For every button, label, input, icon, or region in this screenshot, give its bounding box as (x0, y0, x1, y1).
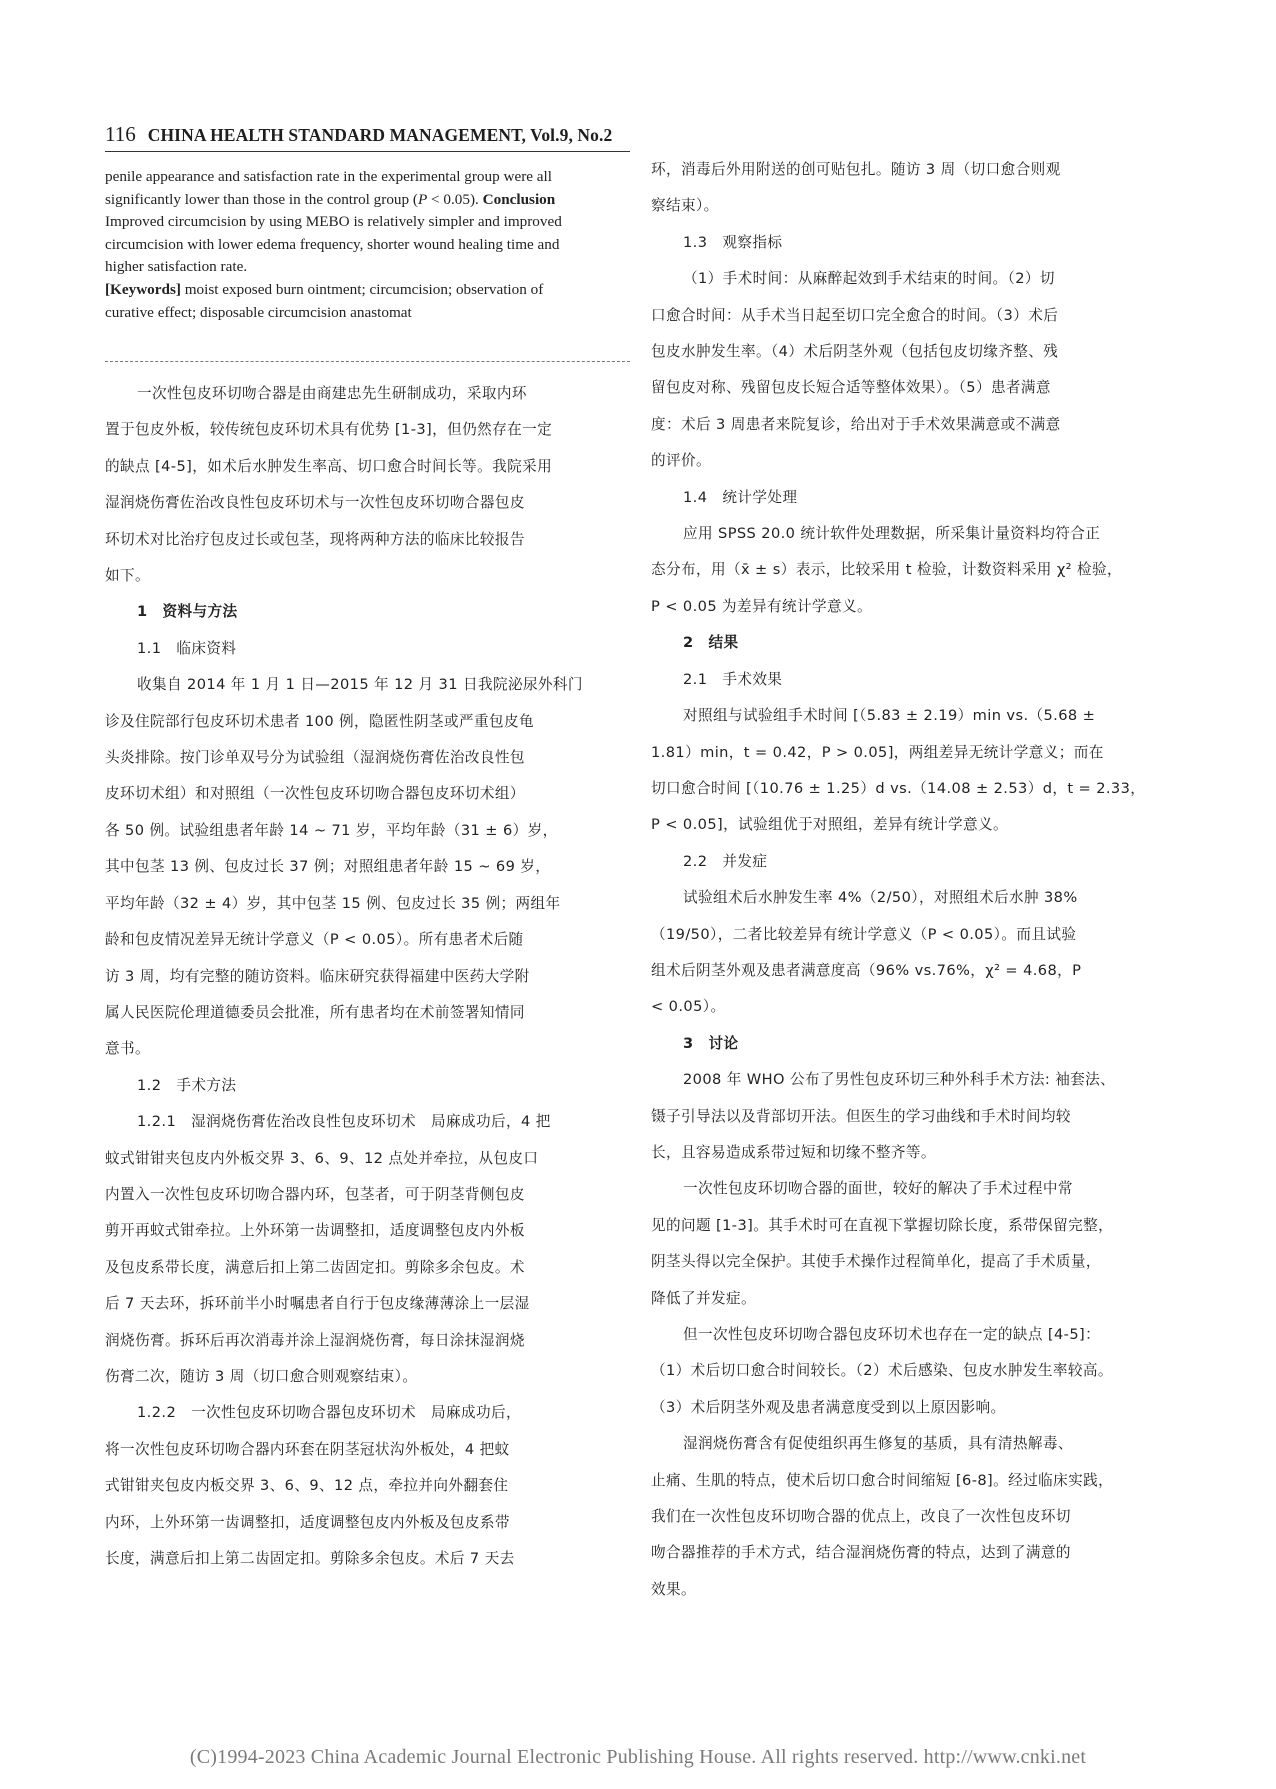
surgery-paragraph-1: 1.2.1 湿润烧伤膏佐治改良性包皮环切术 局麻成功后，4 把 蚊式钳钳夹包皮内外板交界 3、6、9、12 点处并牵拉，从包皮口 内置入一次性包皮环切吻合器内环，包茎者，可于阴茎背侧包皮 剪开再蚊式钳牵拉。上外环第一齿调整扣，适度调整包皮内外板 及包皮系带长度，满意后扣上第二齿固定扣。剪除多余包皮。术 后 7 天去环，拆环前半小时嘱患者自行于包皮缘薄薄涂上一层湿 润烧伤膏。拆环后再次消毒并涂上湿润烧伤膏，每日涂抹湿润烧 伤膏二次，随访 3 周（切口愈合则观察结束）。 (105, 1113, 551, 1385)
subsection-heading-clinical: 1.1 临床资料 (137, 639, 237, 657)
abstract-line: significantly lower than those in the control group (P < 0.05). Conclusion (105, 190, 556, 208)
abstract-line: Improved circumcision by using MEBO is relatively simpler and improved (105, 213, 562, 231)
abstract-line: higher satisfaction rate. (105, 258, 248, 276)
conclusion-label: Conclusion (482, 190, 556, 208)
surgery-paragraph-2: 1.2.2 一次性包皮环切吻合器包皮环切术 局麻成功后， 将一次性包皮环切吻合器内环套在阴茎冠状沟外板处，4 把蚊 式钳钳夹包皮内板交界 3、6、9、12 点，牵拉并向外翻套住 内环，上外环第一齿调整扣，适度调整包皮内外板及包皮系带 长度，满意后扣上第二齿固定扣。剪除多余包皮。术后 7 天去 (105, 1404, 521, 1567)
discussion-paragraph-4: 湿润烧伤膏含有促使组织再生修复的基质，具有清热解毒、 止痛、生肌的特点，使术后切口愈合时间缩短 [6-8]。经过临床实践， 我们在一次性包皮环切吻合器的优点上，改良了一次性包皮环切 吻合器推荐的手术方式，结合湿润烧伤膏的特点，达到了满意的 效果。 (651, 1435, 1114, 1598)
english-abstract (105, 166, 630, 324)
discussion-paragraph-3: 但一次性包皮环切吻合器包皮环切术也存在一定的缺点 [4-5]： （1）术后切口愈合时间较长。（2）术后感染、包皮水肿发生率较高。 （3）术后阴茎外观及患者满意度受到以上原因影响。 (651, 1326, 1113, 1416)
keywords-line: curative effect; disposable circumcision anastomat (105, 303, 412, 321)
header-rule (105, 151, 630, 152)
journal-title: CHINA HEALTH STANDARD MANAGEMENT, Vol.9, No.2 (147, 125, 613, 145)
keywords-line: [Keywords] moist exposed burn ointment; circumcision; observation of (105, 280, 544, 298)
discussion-paragraph-1: 2008 年 WHO 公布了男性包皮环切三种外科手术方法: 袖套法、 镊子引导法以及背部切开法。但医生的学习曲线和手术时间均较 长，且容易造成系带过短和切缘不整齐等。 (651, 1071, 1116, 1161)
keywords-label: [Keywords] (105, 280, 181, 298)
effect-paragraph: 对照组与试验组手术时间 [（5.83 ± 2.19）min vs.（5.68 ± 1.81）min，t = 0.42，P > 0.05]，两组差异无统计学意义；而在 切口愈合时间 [（10.76 ± 1.25）d vs.（14.08 ± 2.53）d，t = 2.33， P < 0.05]，试验组优于对照组，差异有统计学意义。 (651, 707, 1146, 834)
statistics-paragraph: 应用 SPSS 20.0 统计软件处理数据，所采集计量资料均符合正 态分布，用（x̄ ± s）表示，比较采用 t 检验，计数资料采用 χ² 检验， P < 0.05 为差异有统计学意义。 (651, 525, 1122, 615)
left-column (105, 166, 630, 324)
right-column (651, 152, 1174, 1608)
subsection-heading-surgery: 1.2 手术方法 (137, 1076, 237, 1094)
running-header (105, 122, 630, 148)
subsection-heading-observation: 1.3 观察指标 (683, 233, 783, 251)
section-heading-methods: 1 资料与方法 (137, 603, 238, 621)
clinical-paragraph: 收集自 2014 年 1 月 1 日—2015 年 12 月 31 日我院泌尿外科门 诊及住院部行包皮环切术患者 100 例，隐匿性阴茎或严重包皮龟 头炎排除。按门诊单双号分为试验组（湿润烧伤膏佐治改良性包 皮环切术组）和对照组（一次性包皮环切吻合器包皮环切术组） 各 50 例。试验组患者年龄 14 ~ 71 岁，平均年龄（31 ± 6）岁， 其中包茎 13 例、包皮过长 37 例；对照组患者年龄 15 ~ 69 岁， 平均年龄（32 ± 4）岁，其中包茎 15 例、包皮过长 35 例；两组年 龄和包皮情况差异无统计学意义（P < 0.05）。所有患者术后随 访 3 周，均有完整的随访资料。临床研究获得福建中医药大学附 属人民医院伦理道德委员会批准，所有患者均在术前签署知情同 意书。 (105, 676, 583, 1058)
section-heading-discussion: 3 讨论 (683, 1034, 739, 1052)
abstract-line: penile appearance and satisfaction rate in the experimental group were all (105, 168, 552, 185)
left-body (105, 376, 630, 1577)
copyright-footer: (C)1994-2023 China Academic Journal Electronic Publishing House. All rights reserved. http://www.cnki.net (189, 1746, 1087, 1768)
subsection-heading-complications: 2.2 并发症 (683, 852, 768, 870)
abstract-separator (105, 361, 630, 362)
page-number: 116 (105, 122, 136, 146)
abstract-line: circumcision with lower edema frequency, shorter wound healing time and (105, 235, 560, 253)
observation-paragraph: （1）手术时间：从麻醉起效到手术结束的时间。（2）切 口愈合时间：从手术当日起至切口完全愈合的时间。（3）术后 包皮水肿发生率。（4）术后阴茎外观（包括包皮切缘齐整、残 留包皮对称、残留包皮长短合适等整体效果）。（5）患者满意 度：术后 3 周患者来院复诊，给出对于手术效果满意或不满意 的评价。 (651, 270, 1061, 470)
intro-paragraph: 一次性包皮环切吻合器是由商建忠先生研制成功，采取内环 置于包皮外板，较传统包皮环切术具有优势 [1-3]，但仍然存在一定 的缺点 [4-5]，如术后水肿发生率高、切口愈合时间长等。我院采用 湿润烧伤膏佐治改良性包皮环切术与一次性包皮环切吻合器包皮 环切术对比治疗包皮过长或包茎，现将两种方法的临床比较报告 如下。 (105, 385, 553, 585)
continued-paragraph: 环，消毒后外用附送的创可贴包扎。随访 3 周（切口愈合则观 察结束）。 (651, 161, 1061, 215)
subsection-heading-effect: 2.1 手术效果 (683, 670, 783, 688)
complications-paragraph: 试验组术后水肿发生率 4%（2/50），对照组术后水肿 38% （19/50），二者比较差异有统计学意义（P < 0.05）。而且试验 组术后阴茎外观及患者满意度高（96% vs.76%，χ² = 4.68，P < 0.05）。 (651, 889, 1082, 1016)
section-heading-results: 2 结果 (683, 634, 739, 652)
subsection-heading-statistics: 1.4 统计学处理 (683, 488, 798, 506)
discussion-paragraph-2: 一次性包皮环切吻合器的面世，较好的解决了手术过程中常 见的问题 [1-3]。其手术时可在直视下掌握切除长度，系带保留完整， 阴茎头得以完全保护。其使手术操作过程简单化，提高了手术质量， 降低了并发症。 (651, 1180, 1114, 1307)
